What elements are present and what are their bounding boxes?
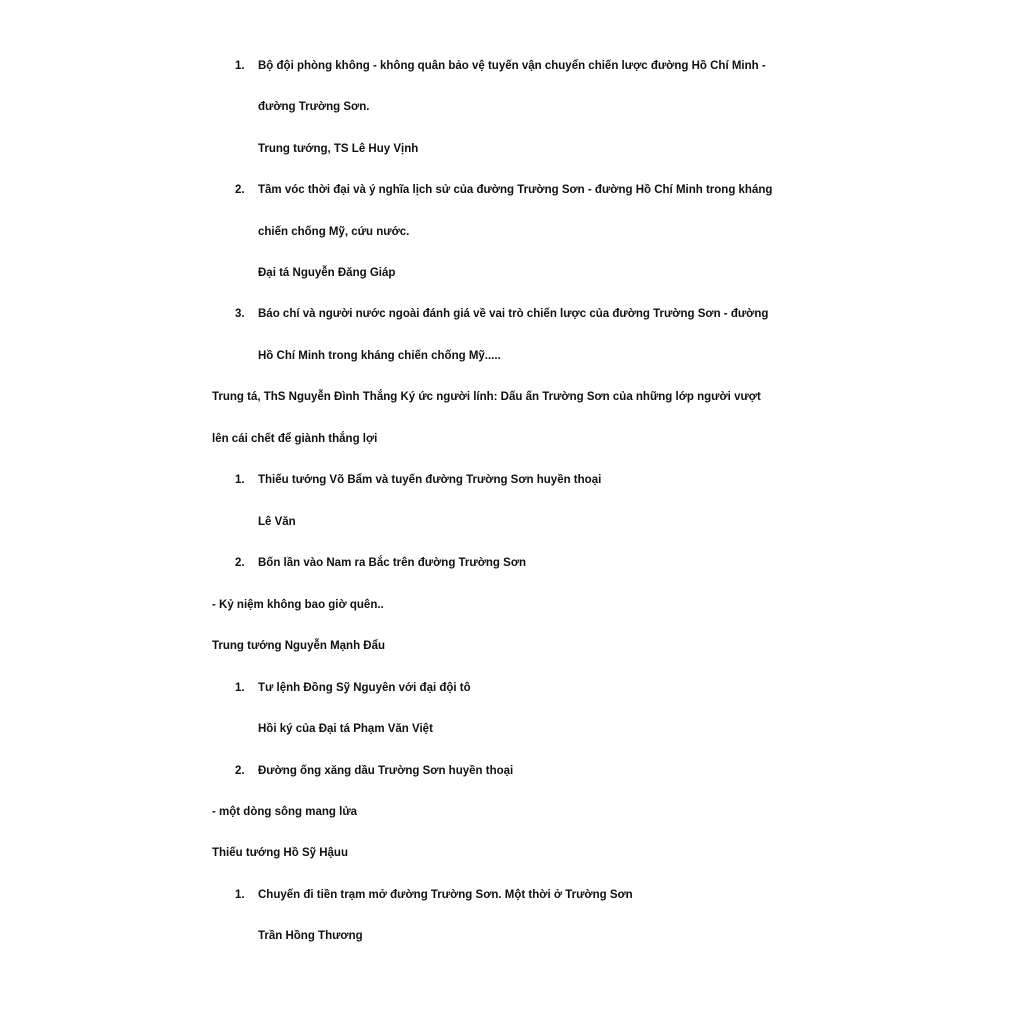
- list-number: 1.: [235, 474, 245, 486]
- list-number: 2.: [235, 557, 245, 569]
- list-number: 2.: [235, 184, 245, 196]
- author-line: Trung tướng, TS Lê Huy Vịnh: [258, 143, 419, 155]
- list-number: 2.: [235, 765, 245, 777]
- continuation-text: Hồ Chí Minh trong kháng chiến chống Mỹ.....: [258, 350, 501, 362]
- list-item-text: Bộ đội phòng không - không quân bảo vệ tuyến vận chuyển chiến lược đường Hồ Chí Minh -: [258, 60, 766, 72]
- author-line: Đại tá Nguyễn Đăng Giáp: [258, 267, 396, 279]
- list-item-text: Tư lệnh Đồng Sỹ Nguyên với đại đội tô: [258, 682, 471, 694]
- continuation-text: đường Trường Sơn.: [258, 101, 370, 113]
- continuation-text: chiến chống Mỹ, cứu nước.: [258, 226, 410, 238]
- list-item-text: Tầm vóc thời đại và ý nghĩa lịch sử của đường Trường Sơn - đường Hồ Chí Minh trong kháng: [258, 184, 773, 196]
- paragraph-text: - Kỷ niệm không bao giờ quên..: [212, 599, 384, 611]
- list-item-text: Bốn lần vào Nam ra Bắc trên đường Trường Sơn: [258, 557, 527, 569]
- author-line: Thiếu tướng Hồ Sỹ Hậuu: [212, 847, 348, 859]
- author-line: Lê Văn: [258, 516, 296, 528]
- paragraph-text: - một dòng sông mang lửa: [212, 806, 358, 818]
- list-item-text: Báo chí và người nước ngoài đánh giá về vai trò chiến lược của đường Trường Sơn - đường: [258, 308, 769, 320]
- list-number: 1.: [235, 889, 245, 901]
- list-item-text: Chuyến đi tiền trạm mở đường Trường Sơn. Một thời ở Trường Sơn: [258, 889, 633, 901]
- list-item-text: Thiếu tướng Võ Bẩm và tuyến đường Trường Sơn huyền thoại: [258, 474, 602, 486]
- list-number: 3.: [235, 308, 245, 320]
- paragraph-text: Trung tá, ThS Nguyễn Đình Thắng Ký ức người lính: Dấu ấn Trường Sơn của những lớp người vượt: [212, 391, 761, 403]
- author-line: Hồi ký của Đại tá Phạm Văn Việt: [258, 723, 433, 735]
- list-item-text: Đường ống xăng dầu Trường Sơn huyền thoại: [258, 765, 514, 777]
- list-number: 1.: [235, 60, 245, 72]
- author-line: Trung tướng Nguyễn Mạnh Đẩu: [212, 640, 386, 652]
- list-number: 1.: [235, 682, 245, 694]
- author-line: Trần Hồng Thương: [258, 930, 363, 942]
- paragraph-text: lên cái chết để giành thắng lợi: [212, 433, 378, 445]
